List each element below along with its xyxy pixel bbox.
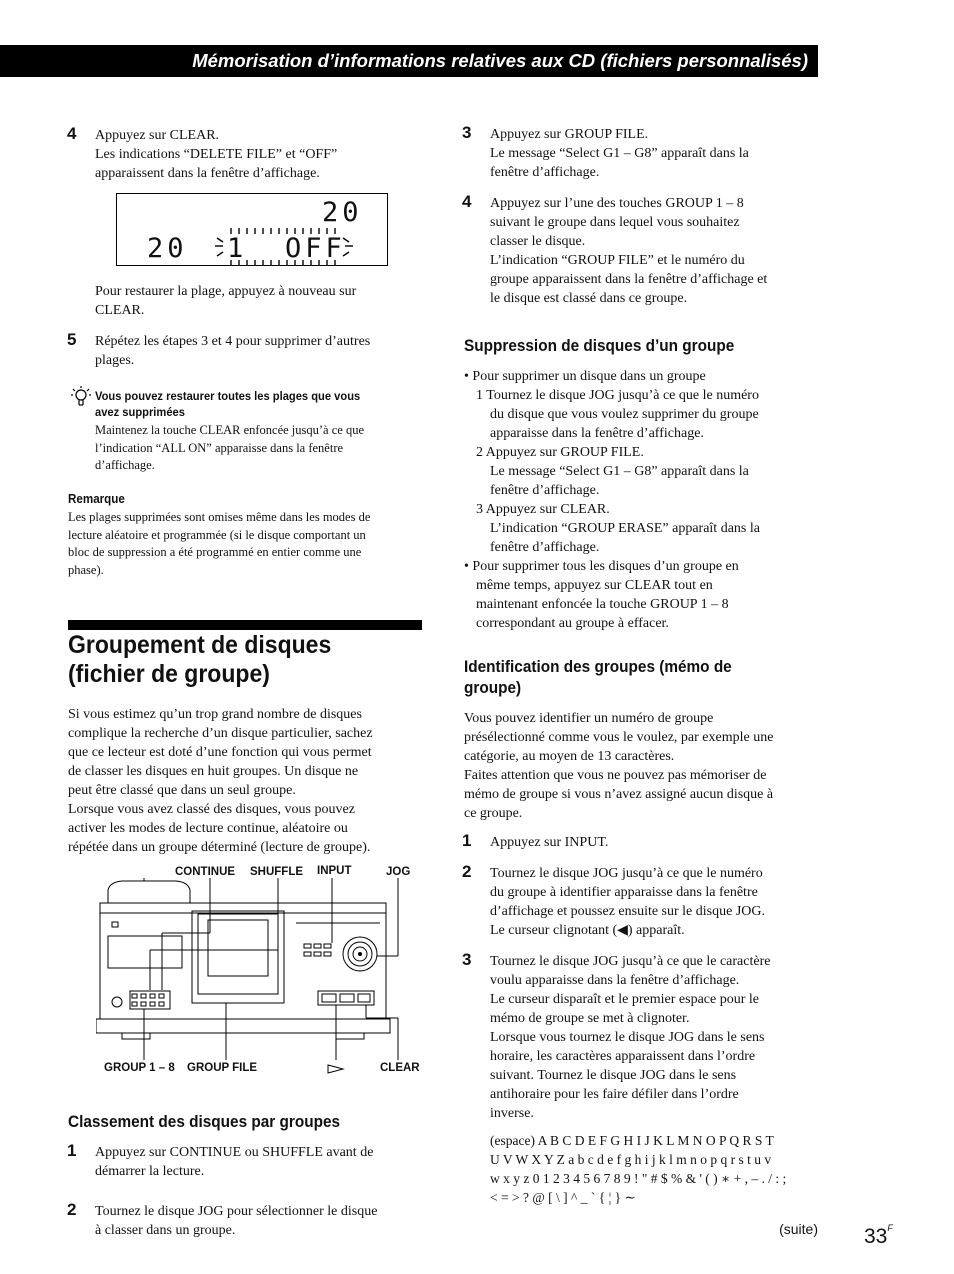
page-number-suffix: F [887, 1223, 893, 1233]
step-line: du groupe à identifier apparaisse dans la fenêtre [490, 885, 758, 900]
step-line: démarrer la lecture. [95, 1164, 205, 1179]
step-line: suivant. Tournez le disque JOG dans le sens [490, 1068, 737, 1083]
sub-step-line: du disque que vous voulez supprimer du groupe [490, 407, 759, 422]
charset-line: U V W X Y Z a b c d e f g h i j k l m n o p q r s t u v [490, 1152, 772, 1167]
label-group-file: GROUP FILE [187, 1062, 258, 1074]
step-line: Appuyez sur GROUP FILE. [490, 127, 649, 142]
classify-step-2 [95, 1202, 377, 1240]
label-shuffle: SHUFFLE [250, 866, 304, 878]
step-line: Appuyez sur INPUT. [490, 835, 609, 850]
lcd-track-number: 1 [227, 233, 248, 264]
step-line: mémo de groupe se met à clignoter. [490, 1011, 690, 1026]
label-group: GROUP 1 – 8 [104, 1062, 175, 1074]
step-line: classer le disque. [490, 234, 586, 249]
step-5-text [95, 332, 370, 370]
remark-line: Les plages supprimées sont omises même dans les modes de [68, 510, 371, 524]
page-number-value: 33 [864, 1225, 888, 1248]
remark-body [68, 509, 370, 579]
bullet-line: même temps, appuyez sur CLEAR tout en [476, 578, 713, 593]
step-line: Répétez les étapes 3 et 4 pour supprimer d’autres [95, 334, 371, 349]
intro-line: Lorsque vous avez classé des disques, vous pouvez [68, 802, 355, 817]
page-number [864, 1223, 893, 1249]
sub-step-line: apparaisse dans la fenêtre d’affichage. [490, 426, 704, 441]
identification-heading [464, 657, 732, 699]
step-number: 2 [67, 1200, 77, 1219]
label-jog: JOG [386, 866, 411, 878]
suppression-list [464, 367, 760, 633]
step-line: Appuyez sur l’une des touches GROUP 1 – 8 [490, 196, 744, 211]
suppression-heading: Suppression de disques d’un groupe [464, 337, 735, 355]
bullet-line: maintenant enfoncée la touche GROUP 1 – 8 [476, 597, 729, 612]
tip-title [95, 388, 360, 420]
remark-line: phase). [68, 562, 104, 577]
tip-body [95, 422, 364, 475]
step-line: Tournez le disque JOG jusqu’à ce que le caractère [490, 954, 771, 969]
lightbulb-icon [70, 385, 92, 409]
section-title-line: (fichier de groupe) [68, 660, 270, 688]
bullet-line: correspondant au groupe à effacer. [476, 616, 669, 631]
step-line: Lorsque vous tournez le disque JOG dans le sens [490, 1030, 765, 1045]
remark-line: bloc de suppression a été programmé en entier comme une [68, 545, 362, 559]
step-number: 2 [462, 862, 472, 881]
tip-line: Maintenez la touche CLEAR enfoncée jusqu’à ce que [95, 423, 364, 437]
ident-step-2 [490, 864, 765, 940]
step-line: fenêtre d’affichage. [490, 165, 600, 180]
ident-step-3 [490, 952, 770, 1123]
cd-player-diagram [96, 878, 416, 1060]
step-line: le disque est classé dans ce groupe. [490, 291, 688, 306]
intro-line: que ce lecteur est doté d’une fonction qui vous permet [68, 745, 372, 760]
step-line: d’affichage et poussez ensuite sur le disque JOG. [490, 904, 765, 919]
intro-paragraph [68, 705, 373, 857]
remark-title: Remarque [68, 492, 125, 506]
step-line: Le curseur disparaît et le premier espace pour le [490, 992, 759, 1007]
heading-line: groupe) [464, 679, 522, 697]
intro-line: peut être classé que dans un seul groupe. [68, 783, 296, 798]
intro-line: Si vous estimez qu’un trop grand nombre de disques [68, 707, 362, 722]
step-line: Les indications “DELETE FILE” et “OFF” [95, 147, 338, 162]
intro-line: complique la recherche d’un disque particulier, sachez [68, 726, 373, 741]
step-number: 1 [462, 831, 472, 850]
charset-line: (espace) A B C D E F G H I J K L M N O P Q R S T [490, 1133, 774, 1148]
charset-line: < = > ? @ [ \ ] ^ _ ` { ¦ } ∼ [490, 1190, 636, 1205]
sub-step-line: Le message “Select G1 – G8” apparaît dans la [490, 464, 749, 479]
sub-step-line: fenêtre d’affichage. [490, 483, 600, 498]
bullet-item: • Pour supprimer tous les disques d’un groupe en [464, 559, 739, 574]
section-title-bar [68, 620, 422, 630]
step-line: groupe apparaissent dans la fenêtre d’affichage et [490, 272, 768, 287]
lcd-tick-marks [117, 194, 389, 267]
continued-label: (suite) [779, 1221, 818, 1237]
header-title: Mémorisation d’informations relatives aux CD (fichiers personnalisés) [192, 50, 808, 71]
step-line: Tournez le disque JOG pour sélectionner le disque [95, 1204, 378, 1219]
classify-heading: Classement des disques par groupes [68, 1113, 341, 1131]
label-continue: CONTINUE [175, 866, 236, 878]
note-line: Pour restaurer la plage, appuyez à nouveau sur [95, 284, 357, 299]
step-number: 4 [462, 192, 472, 211]
lcd-left-value: 20 [147, 233, 188, 264]
paragraph-line: Faites attention que vous ne pouvez pas mémoriser de [464, 768, 767, 783]
sub-step: 3 Appuyez sur CLEAR. [476, 502, 610, 517]
tip-title-line: avez supprimées [95, 405, 185, 419]
paragraph-line: Vous pouvez identifier un numéro de groupe [464, 711, 714, 726]
lcd-display [116, 193, 388, 266]
label-input: INPUT [317, 865, 352, 877]
step-line: antihoraire pour les faire défiler dans l’ordre [490, 1087, 739, 1102]
ident-step-1 [490, 833, 608, 852]
sub-step: 2 Appuyez sur GROUP FILE. [476, 445, 644, 460]
classify-step-1 [95, 1143, 373, 1181]
step-number: 5 [67, 330, 77, 349]
step-4-text [95, 126, 337, 183]
paragraph-line: catégorie, au moyen de 13 caractères. [464, 749, 675, 764]
step-line: Le curseur clignotant (◀) apparaît. [490, 923, 685, 938]
step-number: 1 [67, 1141, 77, 1160]
label-clear: CLEAR [380, 1062, 420, 1074]
sub-step-line: fenêtre d’affichage. [490, 540, 600, 555]
step-line: plages. [95, 353, 135, 368]
step-line: Le message “Select G1 – G8” apparaît dans la [490, 146, 749, 161]
step-line: suivant le groupe dans lequel vous souhaitez [490, 215, 740, 230]
lcd-status: OFF [285, 233, 346, 264]
step-line: voulu apparaisse dans la fenêtre d’affichage. [490, 973, 740, 988]
play-icon [327, 1064, 345, 1074]
paragraph-line: mémo de groupe si vous n’avez assigné aucun disque à [464, 787, 774, 802]
note-line: CLEAR. [95, 303, 145, 318]
step-number: 4 [67, 124, 77, 143]
remark-line: lecture aléatoire et programmée (si le disque comportant un [68, 527, 366, 542]
header-banner [0, 45, 818, 77]
group-step-4 [490, 194, 767, 308]
intro-line: de classer les disques en huit groupes. Un disque ne [68, 764, 359, 779]
section-title-line: Groupement de disques [68, 631, 332, 659]
section-title [68, 631, 399, 689]
paragraph-line: présélectionné comme vous le voulez, par exemple une [464, 730, 774, 745]
heading-line: Identification des groupes (mémo de [464, 658, 732, 676]
intro-line: répétée dans un groupe déterminé (lecture de groupe). [68, 840, 371, 855]
step-line: horaire, les caractères apparaissent dans l’ordre [490, 1049, 756, 1064]
intro-line: activer les modes de lecture continue, aléatoire ou [68, 821, 348, 836]
sub-step: 1 Tournez le disque JOG jusqu’à ce que le numéro [476, 388, 759, 403]
step-line: inverse. [490, 1106, 534, 1121]
group-step-3 [490, 125, 749, 182]
step-line: Appuyez sur CONTINUE ou SHUFFLE avant de [95, 1145, 374, 1160]
step-line: à classer dans un groupe. [95, 1223, 236, 1238]
step-line: apparaissent dans la fenêtre d’affichage. [95, 166, 320, 181]
bullet-item: • Pour supprimer un disque dans un groupe [464, 369, 706, 384]
tip-title-line: Vous pouvez restaurer toutes les plages que vous [95, 389, 361, 403]
restore-note [95, 282, 356, 320]
step-line: L’indication “GROUP FILE” et le numéro du [490, 253, 745, 268]
step-number: 3 [462, 950, 472, 969]
identification-paragraph [464, 709, 773, 823]
lcd-top-value: 20 [322, 197, 363, 228]
step-line: Appuyez sur CLEAR. [95, 128, 220, 143]
step-number: 3 [462, 123, 472, 142]
sub-step-line: L’indication “GROUP ERASE” apparaît dans la [490, 521, 760, 536]
paragraph-line: ce groupe. [464, 806, 523, 821]
charset-line: w x y z 0 1 2 3 4 5 6 7 8 9 ! " # $ % & ' ( ) ∗ + , – . / : ; [490, 1171, 787, 1186]
character-set [490, 1131, 786, 1207]
tip-line: l’indication “ALL ON” apparaisse dans la fenêtre [95, 440, 344, 455]
tip-line: d’affichage. [95, 458, 155, 472]
step-line: Tournez le disque JOG jusqu’à ce que le numéro [490, 866, 763, 881]
